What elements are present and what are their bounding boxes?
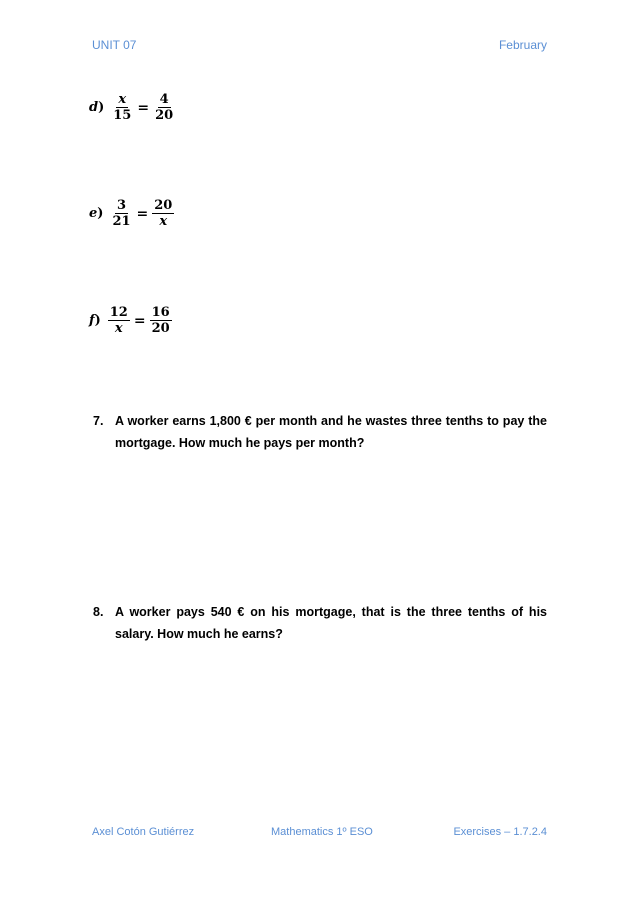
- exercise-text: A worker pays 540 € on his mortgage, that is the three tenths of his salary. How much he earns?: [115, 605, 547, 641]
- footer-exercises-ref: Exercises – 1.7.2.4: [453, 826, 547, 838]
- denominator: x: [159, 214, 168, 229]
- right-fraction: [149, 305, 173, 336]
- denominator: 15: [113, 108, 132, 123]
- denominator: 20: [151, 321, 170, 336]
- numerator: x: [118, 92, 127, 107]
- footer-course: Mathematics 1º ESO: [271, 826, 373, 838]
- exercise-number: 8.: [93, 605, 104, 619]
- footer-author: Axel Cotón Gutiérrez: [92, 826, 195, 838]
- numerator: 4: [159, 92, 169, 107]
- numerator: 20: [154, 198, 173, 213]
- denominator: x: [114, 321, 123, 336]
- exercise-7: [93, 410, 547, 454]
- exercise-8: [93, 601, 547, 645]
- numerator: 16: [151, 305, 170, 320]
- equation-label: e): [89, 206, 104, 221]
- equation-e: [89, 198, 175, 229]
- equals-sign: =: [133, 312, 146, 329]
- header-month: February: [498, 38, 547, 52]
- equation-f: [89, 305, 173, 336]
- header-unit: UNIT 07: [92, 38, 137, 52]
- denominator: 20: [155, 108, 174, 123]
- numerator: 12: [109, 305, 128, 320]
- equation-label: d): [89, 100, 105, 115]
- exercise-number: 7.: [93, 414, 104, 428]
- equation-label: f): [89, 313, 101, 328]
- equation-d: [89, 92, 176, 123]
- exercise-text: A worker earns 1,800 € per month and he wastes three tenths to pay the mortgage. How much he pays per month?: [115, 414, 547, 450]
- left-fraction: [109, 198, 133, 229]
- left-fraction: [110, 92, 134, 123]
- numerator: 3: [116, 198, 126, 213]
- denominator: 21: [112, 214, 131, 229]
- right-fraction: [151, 198, 175, 229]
- left-fraction: [107, 305, 131, 336]
- equals-sign: =: [136, 205, 149, 222]
- right-fraction: [152, 92, 176, 123]
- equals-sign: =: [137, 99, 150, 116]
